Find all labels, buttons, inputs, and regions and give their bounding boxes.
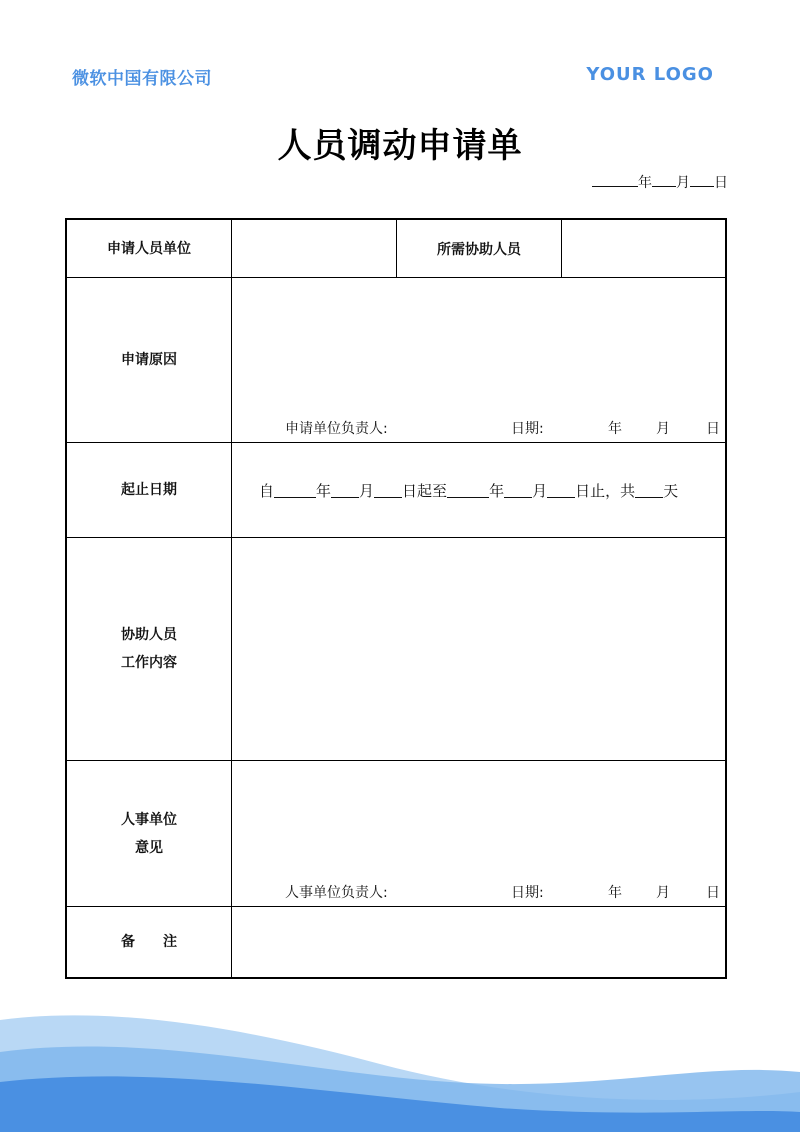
reason-label: 申请原因 [67,278,232,442]
form-row-work [67,538,725,761]
assist-person-field[interactable] [562,220,725,277]
year-label: 年 [638,175,652,191]
period-text [259,443,678,537]
form-row-hr [67,761,725,907]
reason-month-label: 月 [656,421,670,437]
hr-opinion-field[interactable] [232,761,725,906]
period-days-label: 天 [663,481,679,500]
applicant-unit-label: 申请人员单位 [67,220,232,277]
hr-opinion-label: 人事单位 意见 [67,761,232,906]
logo: YOUR LOGO [586,64,714,85]
period-start-month-label: 月 [359,481,375,500]
form-row-remarks [67,907,725,977]
period-days-blank[interactable] [635,483,663,498]
hr-year-label: 年 [608,885,622,901]
hr-month-label: 月 [656,885,670,901]
page-title: 人员调动申请单 [277,126,523,166]
period-start-day-blank[interactable] [374,483,402,498]
period-end-day-blank[interactable] [547,483,575,498]
hr-date-label: 日期: [511,885,544,901]
period-label: 起止日期 [67,443,232,537]
period-end-month-blank[interactable] [504,483,532,498]
period-field [232,443,725,537]
month-label: 月 [676,175,690,191]
day-label: 日 [714,175,728,191]
company-name: 微软中国有限公司 [72,69,212,89]
period-end-year-blank[interactable] [447,483,489,498]
period-end-year-label: 年 [489,481,505,500]
form-row-reason [67,278,725,443]
form-row-period [67,443,725,538]
reason-field[interactable] [232,278,725,442]
reason-sign-label: 申请单位负责人: [285,421,388,437]
reason-sign-line [285,418,720,438]
remarks-field[interactable] [232,907,725,977]
work-content-field[interactable] [232,538,725,760]
hr-sign-label: 人事单位负责人: [285,885,388,901]
assist-person-label: 所需协助人员 [397,220,562,277]
period-start-month-blank[interactable] [331,483,359,498]
period-day-end-label: 日止，共 [575,481,636,500]
reason-year-label: 年 [608,421,622,437]
applicant-unit-field[interactable] [232,220,397,277]
application-form [65,218,727,979]
period-start-year-label: 年 [316,481,332,500]
hr-day-label: 日 [706,885,720,901]
work-content-label: 协助人员 工作内容 [67,538,232,760]
month-blank[interactable] [652,174,676,187]
reason-date-label: 日期: [511,421,544,437]
remarks-label: 备 注 [67,907,232,977]
period-from-label: 自 [259,481,275,500]
header-date-line [592,172,728,192]
reason-day-label: 日 [706,421,720,437]
period-start-year-blank[interactable] [274,483,316,498]
form-row-unit [67,220,725,278]
period-day-to-label: 日起至 [402,481,448,500]
hr-sign-line [285,882,720,902]
period-end-month-label: 月 [532,481,548,500]
decorative-waves [0,1012,800,1132]
day-blank[interactable] [690,174,714,187]
year-blank[interactable] [592,174,638,187]
